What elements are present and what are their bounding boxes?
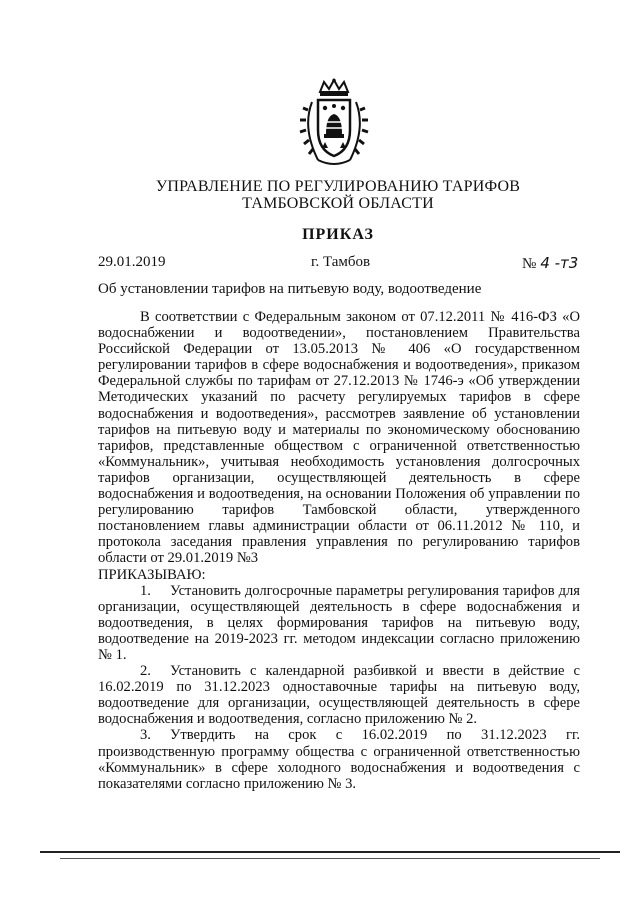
order-item-2 [98, 663, 580, 727]
document-subject: Об установлении тарифов на питьевую воду, водоотведение [98, 281, 482, 297]
document-city: г. Тамбов [311, 254, 371, 270]
document-number [522, 254, 578, 273]
tambov-coat-of-arms-icon [298, 78, 370, 170]
handwritten-number: 4 -т3 [540, 254, 579, 272]
item-number: 3. [140, 727, 151, 744]
number-label: № [522, 256, 537, 272]
order-item-1 [98, 583, 580, 663]
footer-divider [40, 851, 620, 853]
item-number: 2. [140, 663, 151, 680]
order-item-3 [98, 727, 580, 791]
document-body [98, 309, 580, 792]
organization-name-line2: ТАМБОВСКОЙ ОБЛАСТИ [242, 195, 434, 212]
document-type-title: ПРИКАЗ [302, 226, 374, 243]
item-text: Установить с календарной разбивкой и ввести в действие с 16.02.2019 по 31.12.2023 одноставочные тарифы на питьевую воду, водоотведение для организации, осуществляющей деятельность в сфере водоснабжения и водоотведения, согласно приложению № 2. [98, 663, 580, 728]
order-word: ПРИКАЗЫВАЮ: [98, 566, 206, 583]
item-text: Утвердить на срок с 16.02.2019 по 31.12.2023 гг. производственную программу общества с ограниченной ответственностью «Коммунальник» в сфере холодного водоснабжения и водоотведения с показателями согласно приложению № 3. [98, 727, 580, 792]
document-date: 29.01.2019 [98, 254, 166, 270]
footer-divider-secondary [60, 858, 600, 859]
organization-name-line1: УПРАВЛЕНИЕ ПО РЕГУЛИРОВАНИЮ ТАРИФОВ [155, 178, 521, 195]
item-text: Установить долгосрочные параметры регулирования тарифов для организации, осуществляющей деятельность в сфере водоснабжения и водоотведения, в целях формирования тарифов на питьевую воду, водоотведение на 2019-2023 гг. методом индексации согласно приложению № 1. [98, 582, 580, 663]
preamble-paragraph: В соответствии с Федеральным законом от 07.12.2011 № 416-ФЗ «О водоснабжении и водоотведении», постановлением Правительства Российской Федерации от 13.05.2013 № 406 «О государственном регулировании тарифов в сфере водоснабжения и водоотведения», приказом Федеральной службы по тарифам от 27.12.2013 № 1746-э «Об утверждении Методических указаний по расчету регулируемых тарифов в сфере водоснабжения и водоотведения», рассмотрев заявление об установлении тарифов на питьевую воду и материалы по экономическому обоснованию тарифов, представленные обществом с ограниченной ответственностью «Коммунальник», учитывая необходимость установления долгосрочных тарифов организации, осуществляющей деятельность в сфере водоснабжения и водоотведения, на основании Положения об управлении по регулированию тарифов Тамбовской области, утвержденного постановлением главы администрации области от 06.11.2012 № 110, и протокола заседания правления управления по регулированию тарифов области от 29.01.2019 №3 [98, 309, 580, 567]
item-number: 1. [140, 582, 151, 599]
